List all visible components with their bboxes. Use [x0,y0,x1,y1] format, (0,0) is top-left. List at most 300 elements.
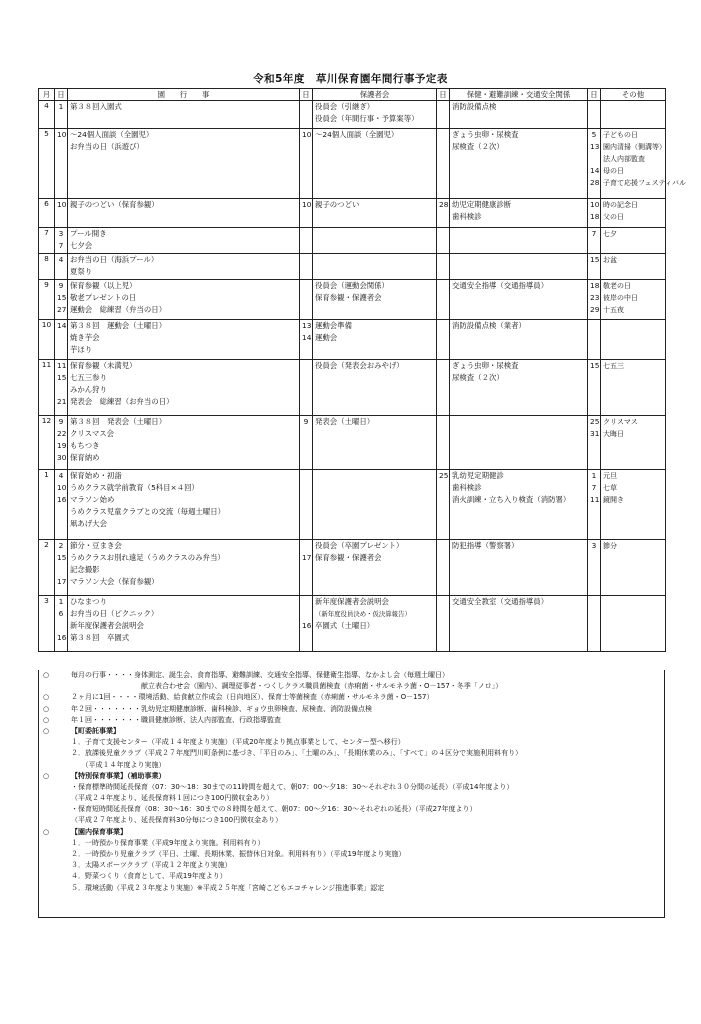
safety-cell [450,254,588,280]
note-line [39,860,664,871]
note-line [39,871,664,882]
event-cell [68,199,300,228]
event-cell-line: 第３８回 卒園式 [70,633,130,642]
safety-day-cell-line [439,360,447,372]
note-text: 【園内保育事業】 [71,827,127,836]
parents-day-cell-line [302,470,310,482]
parents-day-cell-line [302,596,310,608]
parents-day-cell-line: 9 [303,417,309,426]
parents-cell-line: 卒園式（土曜日） [315,621,375,630]
event-day-cell-line: 17 [57,577,67,586]
parents-cell-line: 役員会（年間行事・予算案等） [315,114,419,123]
other-cell [601,360,666,416]
event-day-cell-line: 15 [57,373,67,382]
other-day-cell-line: 15 [590,361,600,370]
other-day-cell-line: 18 [590,281,600,290]
safety-cell-line: 歯科検診 [452,483,482,492]
parents-cell [313,596,437,652]
other-day-cell [588,360,601,416]
header-safety: 保健・避難訓練・交通安全関係 [450,89,588,101]
other-day-cell [588,254,601,280]
month-cell: 1 [39,470,55,540]
note-text: ５．環境活動（平成２３年度より実施）※平成２５年度「宮崎こどもエコチャレンジ推進事業」認定 [71,883,385,892]
event-cell [68,360,300,416]
event-cell-line: 七夕会 [70,241,93,250]
other-cell-line: 七夕 [603,230,617,238]
event-cell-line: うめクラスお別れ遠足（うめクラスのみ弁当） [70,553,225,562]
event-cell [68,228,300,254]
month-cell: 11 [39,360,55,416]
event-day-cell-line: 15 [57,553,67,562]
other-day-cell-line: 18 [590,212,600,221]
event-cell-line: 記念撮影 [70,565,100,574]
event-day-cell-line: 9 [58,417,64,426]
safety-cell [450,540,588,596]
schedule-table [38,88,686,652]
safety-day-cell-line [439,596,447,608]
parents-day-cell [300,470,313,540]
parents-cell-line: 役員会（卒園プレゼント） [315,541,404,550]
note-line [39,804,664,815]
event-cell-line: 第３８回 運動会（土曜日） [70,321,167,330]
month-cell: 6 [39,199,55,228]
parents-cell [313,320,437,360]
other-day-cell-line: 25 [590,417,600,426]
other-day-cell-line: 31 [590,429,600,438]
safety-cell-line: ぎょう虫卵・尿検査 [452,130,519,139]
parents-day-cell [300,254,313,280]
event-day-cell-line: 16 [57,633,67,642]
other-cell [601,540,666,596]
safety-day-cell [437,228,450,254]
event-cell-line: 芋ほり [70,345,93,354]
event-day-cell-line: 6 [58,609,64,618]
other-day-cell-line: 28 [590,178,600,187]
parents-cell-line: 運動会準備 [315,321,352,330]
event-day-cell-line: 10 [57,483,67,492]
parents-cell [313,199,437,228]
parents-day-cell-line: 10 [302,130,312,139]
event-day-cell [55,129,68,199]
safety-cell [450,228,588,254]
month-cell: 5 [39,129,55,199]
other-day-cell [588,129,601,199]
event-day-cell-line: 10 [57,200,67,209]
table-row [39,470,666,540]
other-day-cell-line [590,596,598,608]
safety-cell-line: 歯科検診 [452,212,482,221]
event-day-cell-line: 4 [58,255,64,264]
note-text: ・保育標準時間延長保育（07：30～18：30までの11時間を超えて、朝07：00～夕18：30～それぞれ３０分間の延長）（平成14年度より） [71,782,514,791]
safety-day-cell-line [439,540,447,552]
safety-day-cell [437,101,450,129]
parents-day-cell-line [302,228,310,240]
month-cell: 12 [39,416,55,470]
event-cell-line: お弁当の日（ピクニック） [70,609,159,618]
safety-day-cell [437,129,450,199]
event-day-cell-line: 15 [57,293,67,302]
event-cell-line: もちつき [70,441,100,450]
note-bullet: ○ [43,715,50,724]
other-day-cell-line [590,153,598,165]
event-cell-line: 焼き芋会 [70,333,100,342]
note-text: ・保育短時間延長保育（08：30～16：30までの８時間を超えて、朝07：00～夕16：30～それぞれの延長）（平成27年度より） [71,805,477,814]
note-line [39,771,664,782]
event-day-cell-line [57,332,65,344]
safety-day-cell [437,320,450,360]
safety-cell [450,280,588,320]
safety-day-cell [437,360,450,416]
parents-cell-line: 役員会（発表会おみやげ） [315,361,404,370]
note-text: 年１回・・・・・・・職員健康診断、法人内部監査、行政指導監査 [71,715,281,724]
note-line [39,760,664,771]
event-cell-line: 第３８回 発表会（土曜日） [70,417,167,426]
other-day-cell [588,199,601,228]
event-day-cell-line: 19 [57,441,67,450]
event-day-cell-line [57,518,65,530]
note-line [39,726,664,737]
event-day-cell [55,540,68,596]
parents-day-cell-line [302,540,310,552]
safety-day-cell-line: 28 [439,200,449,209]
table-row [39,280,666,320]
event-day-cell [55,470,68,540]
parents-day-cell-line: 16 [302,621,312,630]
event-day-cell [55,254,68,280]
safety-day-cell [437,596,450,652]
note-text: （平成１４年度より実施） [71,760,166,769]
safety-cell-line: 交通安全教室（交通指導員） [452,597,549,606]
note-line [39,715,664,726]
table-row [39,228,666,254]
note-line [39,883,664,894]
table-row [39,101,666,129]
parents-cell [313,254,437,280]
parents-cell-line: 役員会（運動会関係） [315,281,389,290]
event-cell-line: 第３８回入園式 [70,102,122,111]
event-cell-line: 節分・豆まき会 [70,541,122,550]
event-cell-line: お弁当の日（浜遊び） [70,142,144,151]
parents-day-cell-line: 13 [302,321,312,330]
other-cell-line: 母の日 [603,167,624,175]
note-line [39,670,664,681]
parents-cell-line: 役員会（引継ぎ） [315,102,375,111]
other-cell-line: 七五三 [603,362,624,370]
parents-day-cell-line [302,101,310,113]
other-cell [601,228,666,254]
note-text: 毎月の行事・・・・身体測定、誕生会、食育指導、避難訓練、交通安全指導、保健衛生指導、なかよし会（毎週土曜日） [71,671,449,679]
event-day-cell [55,360,68,416]
event-day-cell-line [57,506,65,518]
safety-cell-line: ぎょう虫卵・尿検査 [452,361,519,370]
parents-day-cell [300,596,313,652]
note-bullet: ○ [43,827,50,836]
parents-cell-line: 発表会（土曜日） [315,417,375,426]
event-day-cell [55,228,68,254]
other-cell [601,596,666,652]
event-day-cell-line: 22 [57,429,67,438]
event-cell-line: マラソン大会（保育参観） [70,577,159,586]
note-line [39,793,664,804]
event-day-cell-line: 3 [58,229,64,238]
note-text: 年２回・・・・・・・乳幼児定期健康診断、歯科検診、ギョウ虫卵検査、尿検査、消防設備点検 [71,704,372,713]
other-day-cell-line [590,320,598,332]
parents-cell [313,540,437,596]
note-line [39,849,664,860]
parents-cell-line: 保育参観・保護者会 [315,553,382,562]
other-cell [601,199,666,228]
table-row [39,254,666,280]
safety-cell-line: 乳幼児定期健診 [452,471,504,480]
note-line [39,681,664,692]
month-cell: 8 [39,254,55,280]
event-day-cell [55,596,68,652]
note-text: 献立表合わせ会（園内）、調理従事者・つくしクラス職員菌検査（赤痢菌・サルモネラ菌・O－157・冬季「ノロ」） [71,682,503,691]
event-cell-line: 新年度保護者会説明会 [70,621,144,630]
other-cell-line: 七草 [603,484,617,492]
event-cell [68,101,300,129]
table-row [39,596,666,652]
safety-cell-line: 尿検査（２次） [452,373,504,382]
other-day-cell-line [590,101,598,113]
other-day-cell-line: 29 [590,305,600,314]
other-day-cell-line: 11 [590,495,600,504]
header-day: 日 [437,89,450,101]
note-line [39,692,664,703]
event-day-cell-line: 4 [58,471,64,480]
other-cell-line: お盆 [603,256,617,264]
parents-day-cell [300,101,313,129]
event-cell-line: うめクラス就学前教育（5科目×４回） [70,483,199,492]
safety-cell-line: 消防設備点検（業者） [452,321,526,330]
note-line [39,838,664,849]
event-cell [68,540,300,596]
other-day-cell [588,470,601,540]
safety-day-cell-line [439,101,447,113]
header-events: 園 行 事 [68,89,300,101]
other-cell-line: 敬老の日 [603,282,631,290]
note-text: ２ヶ月に1回・・・・環境活動、給食献立作成会（日向地区）、保育士等菌検査（赤痢菌・サルモネラ菌・O－157） [71,693,434,702]
safety-cell-line: 消火訓練・立ち入り検査（消防署） [452,495,571,504]
other-cell-line: 子育て応援フェスティバル [603,179,686,187]
event-cell [68,416,300,470]
event-cell-line: 保育納め [70,453,100,462]
header-parents: 保護者会 [313,89,437,101]
other-day-cell-line: 3 [591,541,597,550]
other-cell [601,254,666,280]
safety-day-cell-line [439,254,447,266]
note-text: 【町委託事業】 [71,726,120,735]
table-row [39,199,666,228]
event-cell-line: マラソン始め [70,495,115,504]
event-day-cell-line: 21 [57,397,67,406]
other-cell [601,280,666,320]
parents-day-cell [300,129,313,199]
safety-day-cell-line [439,129,447,141]
safety-day-cell-line [439,228,447,240]
other-day-cell-line: 14 [590,166,600,175]
other-day-cell-line: 5 [591,130,597,139]
other-day-cell [588,280,601,320]
event-day-cell-line: 9 [58,281,64,290]
event-cell-line: クリスマス会 [70,429,115,438]
other-day-cell [588,596,601,652]
parents-cell [313,470,437,540]
safety-cell [450,320,588,360]
note-bullet: ○ [43,704,50,713]
note-line [39,827,664,838]
event-day-cell-line [57,266,65,278]
note-bullet: ○ [43,771,50,780]
note-line [39,748,664,759]
safety-cell [450,101,588,129]
table-row [39,360,666,416]
table-header-row [39,89,666,101]
other-cell-line: 園内清掃（側溝等） [603,143,666,151]
event-cell-line: お弁当の日（海浜プール） [70,255,159,264]
event-cell [68,129,300,199]
other-day-cell-line: 1 [591,471,597,480]
event-cell-line: ひなまつり [70,597,107,606]
other-cell [601,129,686,199]
event-cell [68,320,300,360]
safety-day-cell [437,540,450,596]
month-cell: 3 [39,596,55,652]
parents-cell-line: 運動会 [315,333,338,342]
parents-cell [313,360,437,416]
event-cell-line: 夏祭り [70,267,93,276]
other-day-cell [588,320,601,360]
event-cell-line: 発表会 総練習（お弁当の日） [70,397,174,406]
event-cell-line: 凧あげ大会 [70,519,107,528]
table-row [39,320,666,360]
safety-cell [450,596,588,652]
parents-cell-line: 親子のつどい [315,200,360,209]
safety-cell [450,129,588,199]
header-month: 月 [39,89,55,101]
note-text: １．一時預かり保育事業（平成9年度より実施。利用料有り） [71,838,265,847]
parents-day-cell-line [302,360,310,372]
other-cell [601,101,666,129]
note-bullet: ○ [43,726,50,735]
month-cell: 7 [39,228,55,254]
event-cell-line: 保育参観（以上児） [70,281,137,290]
note-text: ４．野菜つくり（食育として、平成19年度より） [71,872,227,881]
other-cell-line: 節分 [603,542,617,550]
event-day-cell-line [57,620,65,632]
other-day-cell-line: 7 [591,229,597,238]
event-day-cell-line: 27 [57,305,67,314]
safety-day-cell-line [439,280,447,292]
event-day-cell-line: 16 [57,495,67,504]
event-cell-line: プール開き [70,229,107,238]
other-cell-line: 彼岸の中日 [603,294,638,302]
event-day-cell [55,101,68,129]
parents-day-cell [300,416,313,470]
parents-cell-line: ～24個人面談（全園児） [315,130,399,139]
parents-cell [313,129,437,199]
event-cell-line: 運動会 総練習（弁当の日） [70,305,167,314]
event-cell-line: 七五三参り [70,373,107,382]
parents-day-cell [300,280,313,320]
other-cell [601,320,666,360]
event-cell [68,596,300,652]
note-line [39,815,664,826]
parents-cell [313,228,437,254]
other-cell [601,470,666,540]
parents-day-cell [300,199,313,228]
parents-day-cell-line [302,280,310,292]
note-line [39,737,664,748]
note-bullet: ○ [43,693,50,702]
parents-day-cell [300,540,313,596]
table-row [39,416,666,470]
other-day-cell [588,101,601,129]
header-other: その他 [601,89,666,101]
other-cell [601,416,666,470]
month-cell: 4 [39,101,55,129]
parents-day-cell-line: 14 [302,333,312,342]
event-cell-line: みかん狩り [70,385,107,394]
parents-cell [313,416,437,470]
parents-day-cell-line [302,254,310,266]
note-text: ３．太陽スポーツクラブ（平成１２年度より実施） [71,861,232,870]
other-cell-line: クリスマス [603,418,638,426]
other-cell-line: 大晦日 [603,430,624,438]
event-day-cell-line [57,564,65,576]
safety-cell-line: 幼児定期健康診断 [452,200,512,209]
other-day-cell-line: 15 [590,255,600,264]
parents-cell-line: 保育参観・保護者会 [315,293,382,302]
page-title: 令和5年度 草川保育園年間行事予定表 [253,73,448,85]
other-cell-line: 法人内部監査 [603,155,645,163]
other-day-cell [588,228,601,254]
event-day-cell-line: 11 [57,361,67,370]
event-day-cell-line: 10 [57,130,67,139]
other-day-cell-line: 13 [590,142,600,151]
parents-cell-line: 新年度保護者会説明会 [315,597,389,606]
parents-day-cell-line: 10 [302,200,312,209]
event-day-cell [55,280,68,320]
event-cell-line: うめクラス児童クラブとの交流（毎週土曜日） [70,507,225,516]
parents-day-cell [300,228,313,254]
safety-day-cell-line [439,320,447,332]
safety-cell [450,470,588,540]
event-cell-line: 敬老プレゼントの日 [70,293,137,302]
event-cell [68,470,300,540]
notes-section [38,670,665,918]
other-day-cell-line: 7 [591,483,597,492]
header-day: 日 [55,89,68,101]
safety-cell [450,360,588,416]
safety-day-cell [437,280,450,320]
event-day-cell-line: 7 [58,241,64,250]
other-cell-line: 鏡開き [603,496,624,504]
event-day-cell-line: 30 [57,453,67,462]
event-cell-line: ～24個人面談（全園児） [70,130,154,139]
event-day-cell-line [57,344,65,356]
month-cell: 10 [39,320,55,360]
other-day-cell [588,416,601,470]
header-day: 日 [588,89,601,101]
safety-day-cell [437,470,450,540]
other-cell-line: 子どもの日 [603,131,638,139]
note-line [39,782,664,793]
safety-cell [450,199,588,228]
event-day-cell [55,199,68,228]
parents-cell [313,101,437,129]
event-day-cell-line: 2 [58,541,64,550]
